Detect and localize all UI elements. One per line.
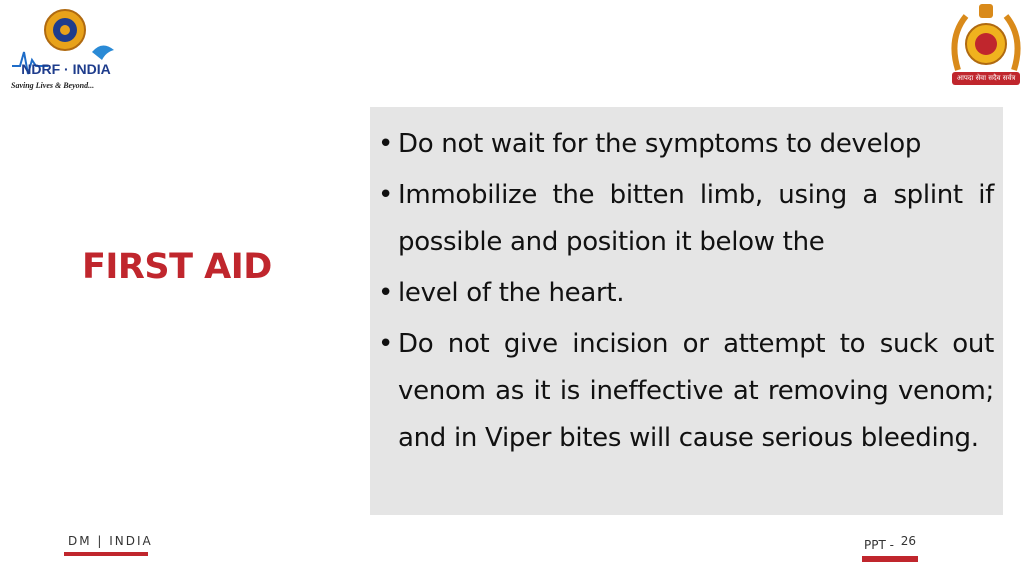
footer-left-accent-bar: [64, 552, 148, 556]
bullet-text: Immobilize the bitten limb, using a splint if possible and position it below the: [398, 180, 994, 257]
bullet-item: [378, 270, 994, 317]
bullet-dot-icon: •: [378, 278, 394, 308]
page-number: 26: [900, 534, 917, 548]
bullet-item: [378, 121, 994, 168]
ndrf-logo-text: NDRF · INDIA: [21, 61, 111, 77]
footer-label: DM | INDIA: [68, 534, 153, 548]
bullet-dot-icon: •: [378, 129, 394, 159]
content-panel: [370, 107, 1003, 515]
bullet-text: level of the heart.: [398, 278, 625, 308]
bullet-item: [378, 172, 994, 266]
bullet-dot-icon: •: [378, 329, 394, 359]
bullet-text: Do not wait for the symptoms to develop: [398, 129, 922, 159]
bullet-list: [378, 121, 994, 462]
ppt-label: PPT -: [864, 538, 894, 552]
slide-title: FIRST AID: [82, 247, 272, 287]
emblem-logo: [946, 0, 1024, 90]
ndrf-tagline: Saving Lives & Beyond...: [11, 81, 95, 90]
emblem-motto: आपदा सेवा सदैव सर्वत्र: [952, 72, 1020, 85]
bullet-text: Do not give incision or attempt to suck out venom as it is ineffective at removing venom; and in Viper bites will cause serious bleeding.: [398, 329, 994, 453]
bullet-dot-icon: •: [378, 180, 394, 210]
bullet-item: [378, 321, 994, 462]
ndrf-logo: [8, 4, 126, 94]
footer-right-accent-bar: [862, 556, 918, 562]
footer-page-indicator: [864, 534, 917, 552]
